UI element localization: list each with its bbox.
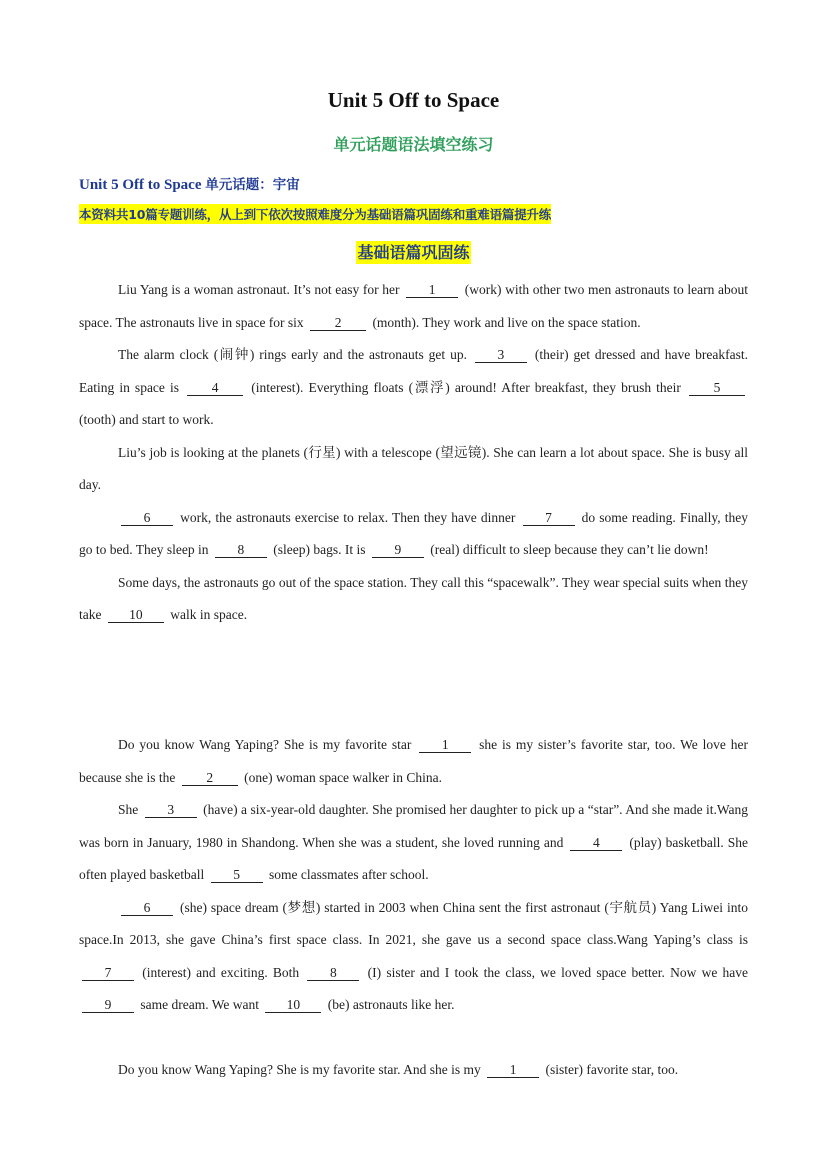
passage-1 [79,274,748,632]
blank-9: 9 [82,997,134,1013]
blank-5: 5 [211,867,263,883]
unit-topic-cn: 单元话题：宇宙 [205,177,300,193]
blank-4: 4 [570,835,622,851]
blank-6: 6 [121,510,173,526]
blank-10: 10 [108,607,164,623]
paragraph: 6 (she) space dream (梦想) started in 2003 when China sent the first astronaut (宇航员) Yang Liwei into space.In 2013, she gave China’s first space class. In 2021, she gave us a second space class.Wang Yaping’s class is 7 (interest) and exciting. Both 8 (I) sister and I took the class, we loved space better. Now we have 9 same dream. We want 10 (be) astronauts like her. [79,899,749,1012]
blank-9: 9 [372,542,424,558]
blank-10: 10 [265,997,321,1013]
blank-3: 3 [145,802,197,818]
blank-7: 7 [82,965,134,981]
document-subtitle: 单元话题语法填空练习 [333,135,494,154]
document-title: Unit 5 Off to Space [327,88,500,112]
paragraph: Liu’s job is looking at the planets (行星) with a telescope (望远镜). She can learn a lot about space. She is busy all day. [79,444,748,492]
blank-5: 5 [689,380,745,396]
blank-6: 6 [121,900,173,916]
unit-topic-en: Unit 5 Off to Space [79,177,202,193]
paragraph: Liu Yang is a woman astronaut. It’s not easy for her 1 (work) with other two men astronauts to learn about space. The astronauts live in space for six 2 (month). They work and live on the space station. [79,282,749,330]
blank-1: 1 [487,1062,539,1078]
paragraph: The alarm clock (闹钟) rings early and the astronauts get up. 3 (their) get dressed and have breakfast. Eating in space is 4 (interest). Everything floats (漂浮) around! After breakfast, they brush their 5 (tooth) and start to work. [79,347,748,427]
passage-3 [79,1054,748,1087]
blank-2: 2 [182,770,238,786]
section-heading-text: 基础语篇巩固练 [357,243,470,262]
blank-7: 7 [523,510,575,526]
blank-1: 1 [406,282,458,298]
blank-8: 8 [215,542,267,558]
unit-topic [79,173,300,194]
blank-2: 2 [310,315,366,331]
highlighted-note: 本资料共10篇专题训练，从上到下依次按照难度分为基础语篇巩固练和重难语篇提升练 [79,204,551,224]
paragraph: She 3 (have) a six-year-old daughter. She promised her daughter to pick up a “star”. And she made it.Wang was born in January, 1980 in Shandong. When she was a student, she loved running and 4 (play) basketball. She often played basketball 5 some classmates after school. [79,802,749,882]
blank-8: 8 [307,965,359,981]
blank-4: 4 [187,380,243,396]
blank-1: 1 [419,737,471,753]
blank-3: 3 [475,347,527,363]
paragraph: 6 work, the astronauts exercise to relax. Then they have dinner 7 do some reading. Finally, they go to bed. They sleep in 8 (sleep) bags. It is 9 (real) difficult to sleep because they can’t lie down! [79,509,748,557]
section-heading [0,240,827,263]
paragraph: Do you know Wang Yaping? She is my favorite star. And she is my 1 (sister) favorite star, too. [118,1062,679,1077]
paragraph: Some days, the astronauts go out of the space station. They call this “spacewalk”. They wear special suits when they take 10 walk in space. [79,574,748,622]
paragraph: Do you know Wang Yaping? She is my favorite star 1 she is my sister’s favorite star, too. We love her because she is the 2 (one) woman space walker in China. [79,737,749,785]
passage-2 [79,729,748,1022]
